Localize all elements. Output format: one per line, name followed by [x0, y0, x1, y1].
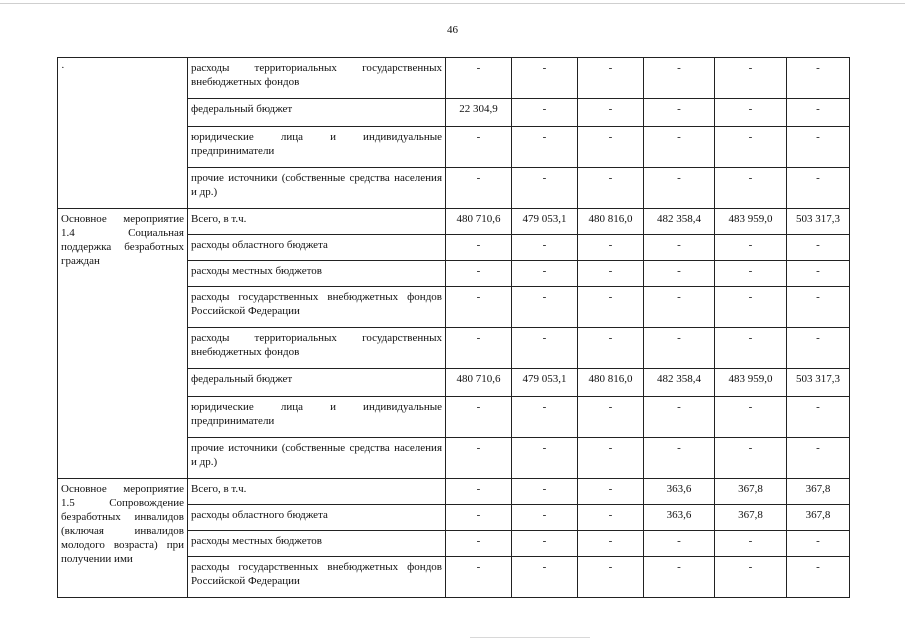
value-cell: -: [644, 168, 715, 209]
funding-source-cell: юридические лица и индивидуальные предприниматели: [188, 397, 446, 438]
value-cell: -: [787, 127, 850, 168]
value-cell: -: [512, 505, 578, 531]
value-cell: -: [787, 531, 850, 557]
value-cell: -: [446, 505, 512, 531]
value-cell: -: [512, 261, 578, 287]
value-cell: -: [787, 557, 850, 598]
value-cell: -: [787, 397, 850, 438]
table-row: [58, 479, 850, 505]
activity-name-cell: Основное мероприятие 1.5 Сопровождение безработных инвалидов (включая инвалидов молодого возраста) при получении ими: [58, 479, 188, 598]
value-cell: -: [446, 328, 512, 369]
table-body: [58, 58, 850, 598]
value-cell: -: [715, 287, 787, 328]
value-cell: -: [512, 99, 578, 127]
value-cell: -: [578, 397, 644, 438]
value-cell: 503 317,3: [787, 209, 850, 235]
funding-source-cell: расходы местных бюджетов: [188, 531, 446, 557]
value-cell: -: [446, 479, 512, 505]
value-cell: -: [446, 557, 512, 598]
value-cell: -: [644, 127, 715, 168]
value-cell: -: [715, 58, 787, 99]
value-cell: -: [644, 531, 715, 557]
value-cell: -: [715, 127, 787, 168]
value-cell: -: [715, 438, 787, 479]
value-cell: -: [578, 235, 644, 261]
value-cell: -: [512, 557, 578, 598]
value-cell: 482 358,4: [644, 369, 715, 397]
value-cell: -: [512, 397, 578, 438]
value-cell: -: [715, 531, 787, 557]
value-cell: -: [446, 261, 512, 287]
value-cell: -: [644, 328, 715, 369]
value-cell: -: [512, 235, 578, 261]
value-cell: -: [446, 235, 512, 261]
value-cell: -: [644, 58, 715, 99]
bottom-rule: [470, 637, 590, 638]
value-cell: -: [578, 127, 644, 168]
value-cell: 363,6: [644, 505, 715, 531]
value-cell: 483 959,0: [715, 369, 787, 397]
value-cell: 22 304,9: [446, 99, 512, 127]
value-cell: -: [578, 328, 644, 369]
funding-source-cell: прочие источники (собственные средства населения и др.): [188, 438, 446, 479]
value-cell: -: [578, 438, 644, 479]
funding-source-cell: расходы территориальных государственных внебюджетных фондов: [188, 328, 446, 369]
value-cell: -: [644, 99, 715, 127]
funding-source-cell: расходы территориальных государственных внебюджетных фондов: [188, 58, 446, 99]
value-cell: -: [578, 531, 644, 557]
value-cell: 482 358,4: [644, 209, 715, 235]
funding-source-cell: расходы государственных внебюджетных фондов Российской Федерации: [188, 557, 446, 598]
value-cell: -: [644, 438, 715, 479]
value-cell: -: [578, 58, 644, 99]
value-cell: 367,8: [787, 479, 850, 505]
value-cell: -: [578, 99, 644, 127]
value-cell: 480 816,0: [578, 209, 644, 235]
funding-source-cell: прочие источники (собственные средства населения и др.): [188, 168, 446, 209]
value-cell: -: [644, 287, 715, 328]
value-cell: 480 710,6: [446, 209, 512, 235]
table-row: [58, 209, 850, 235]
value-cell: 363,6: [644, 479, 715, 505]
value-cell: -: [787, 287, 850, 328]
value-cell: -: [715, 397, 787, 438]
value-cell: -: [512, 438, 578, 479]
table-row: [58, 58, 850, 99]
value-cell: -: [715, 168, 787, 209]
top-rule: [0, 3, 905, 4]
value-cell: -: [446, 287, 512, 328]
value-cell: -: [787, 261, 850, 287]
value-cell: -: [787, 235, 850, 261]
value-cell: -: [787, 99, 850, 127]
value-cell: -: [446, 168, 512, 209]
value-cell: -: [446, 397, 512, 438]
value-cell: 503 317,3: [787, 369, 850, 397]
activity-name-cell: Основное мероприятие 1.4 Социальная поддержка безработных граждан: [58, 209, 188, 479]
value-cell: -: [715, 235, 787, 261]
value-cell: -: [715, 99, 787, 127]
value-cell: -: [715, 261, 787, 287]
funding-source-cell: расходы государственных внебюджетных фондов Российской Федерации: [188, 287, 446, 328]
value-cell: 367,8: [715, 479, 787, 505]
value-cell: -: [512, 479, 578, 505]
value-cell: 480 816,0: [578, 369, 644, 397]
funding-table: [57, 57, 850, 598]
value-cell: -: [644, 235, 715, 261]
value-cell: -: [644, 261, 715, 287]
value-cell: 367,8: [787, 505, 850, 531]
funding-source-cell: расходы областного бюджета: [188, 235, 446, 261]
value-cell: -: [578, 168, 644, 209]
funding-source-cell: Всего, в т.ч.: [188, 209, 446, 235]
value-cell: -: [578, 479, 644, 505]
value-cell: -: [715, 557, 787, 598]
value-cell: -: [512, 328, 578, 369]
value-cell: 479 053,1: [512, 209, 578, 235]
value-cell: 367,8: [715, 505, 787, 531]
funding-source-cell: федеральный бюджет: [188, 99, 446, 127]
value-cell: 480 710,6: [446, 369, 512, 397]
value-cell: -: [787, 328, 850, 369]
value-cell: -: [787, 168, 850, 209]
value-cell: -: [787, 438, 850, 479]
value-cell: -: [446, 438, 512, 479]
value-cell: -: [787, 58, 850, 99]
activity-name-cell: ·: [58, 58, 188, 209]
value-cell: -: [715, 328, 787, 369]
funding-source-cell: расходы областного бюджета: [188, 505, 446, 531]
value-cell: -: [512, 168, 578, 209]
value-cell: -: [512, 58, 578, 99]
value-cell: -: [644, 557, 715, 598]
value-cell: -: [578, 557, 644, 598]
page-number: 46: [447, 24, 458, 36]
value-cell: -: [644, 397, 715, 438]
value-cell: -: [446, 58, 512, 99]
value-cell: 483 959,0: [715, 209, 787, 235]
value-cell: -: [446, 531, 512, 557]
value-cell: -: [512, 287, 578, 328]
funding-source-cell: расходы местных бюджетов: [188, 261, 446, 287]
funding-source-cell: юридические лица и индивидуальные предприниматели: [188, 127, 446, 168]
value-cell: -: [512, 127, 578, 168]
funding-source-cell: федеральный бюджет: [188, 369, 446, 397]
value-cell: -: [578, 287, 644, 328]
value-cell: -: [512, 531, 578, 557]
funding-source-cell: Всего, в т.ч.: [188, 479, 446, 505]
value-cell: -: [578, 261, 644, 287]
value-cell: -: [446, 127, 512, 168]
value-cell: 479 053,1: [512, 369, 578, 397]
value-cell: -: [578, 505, 644, 531]
